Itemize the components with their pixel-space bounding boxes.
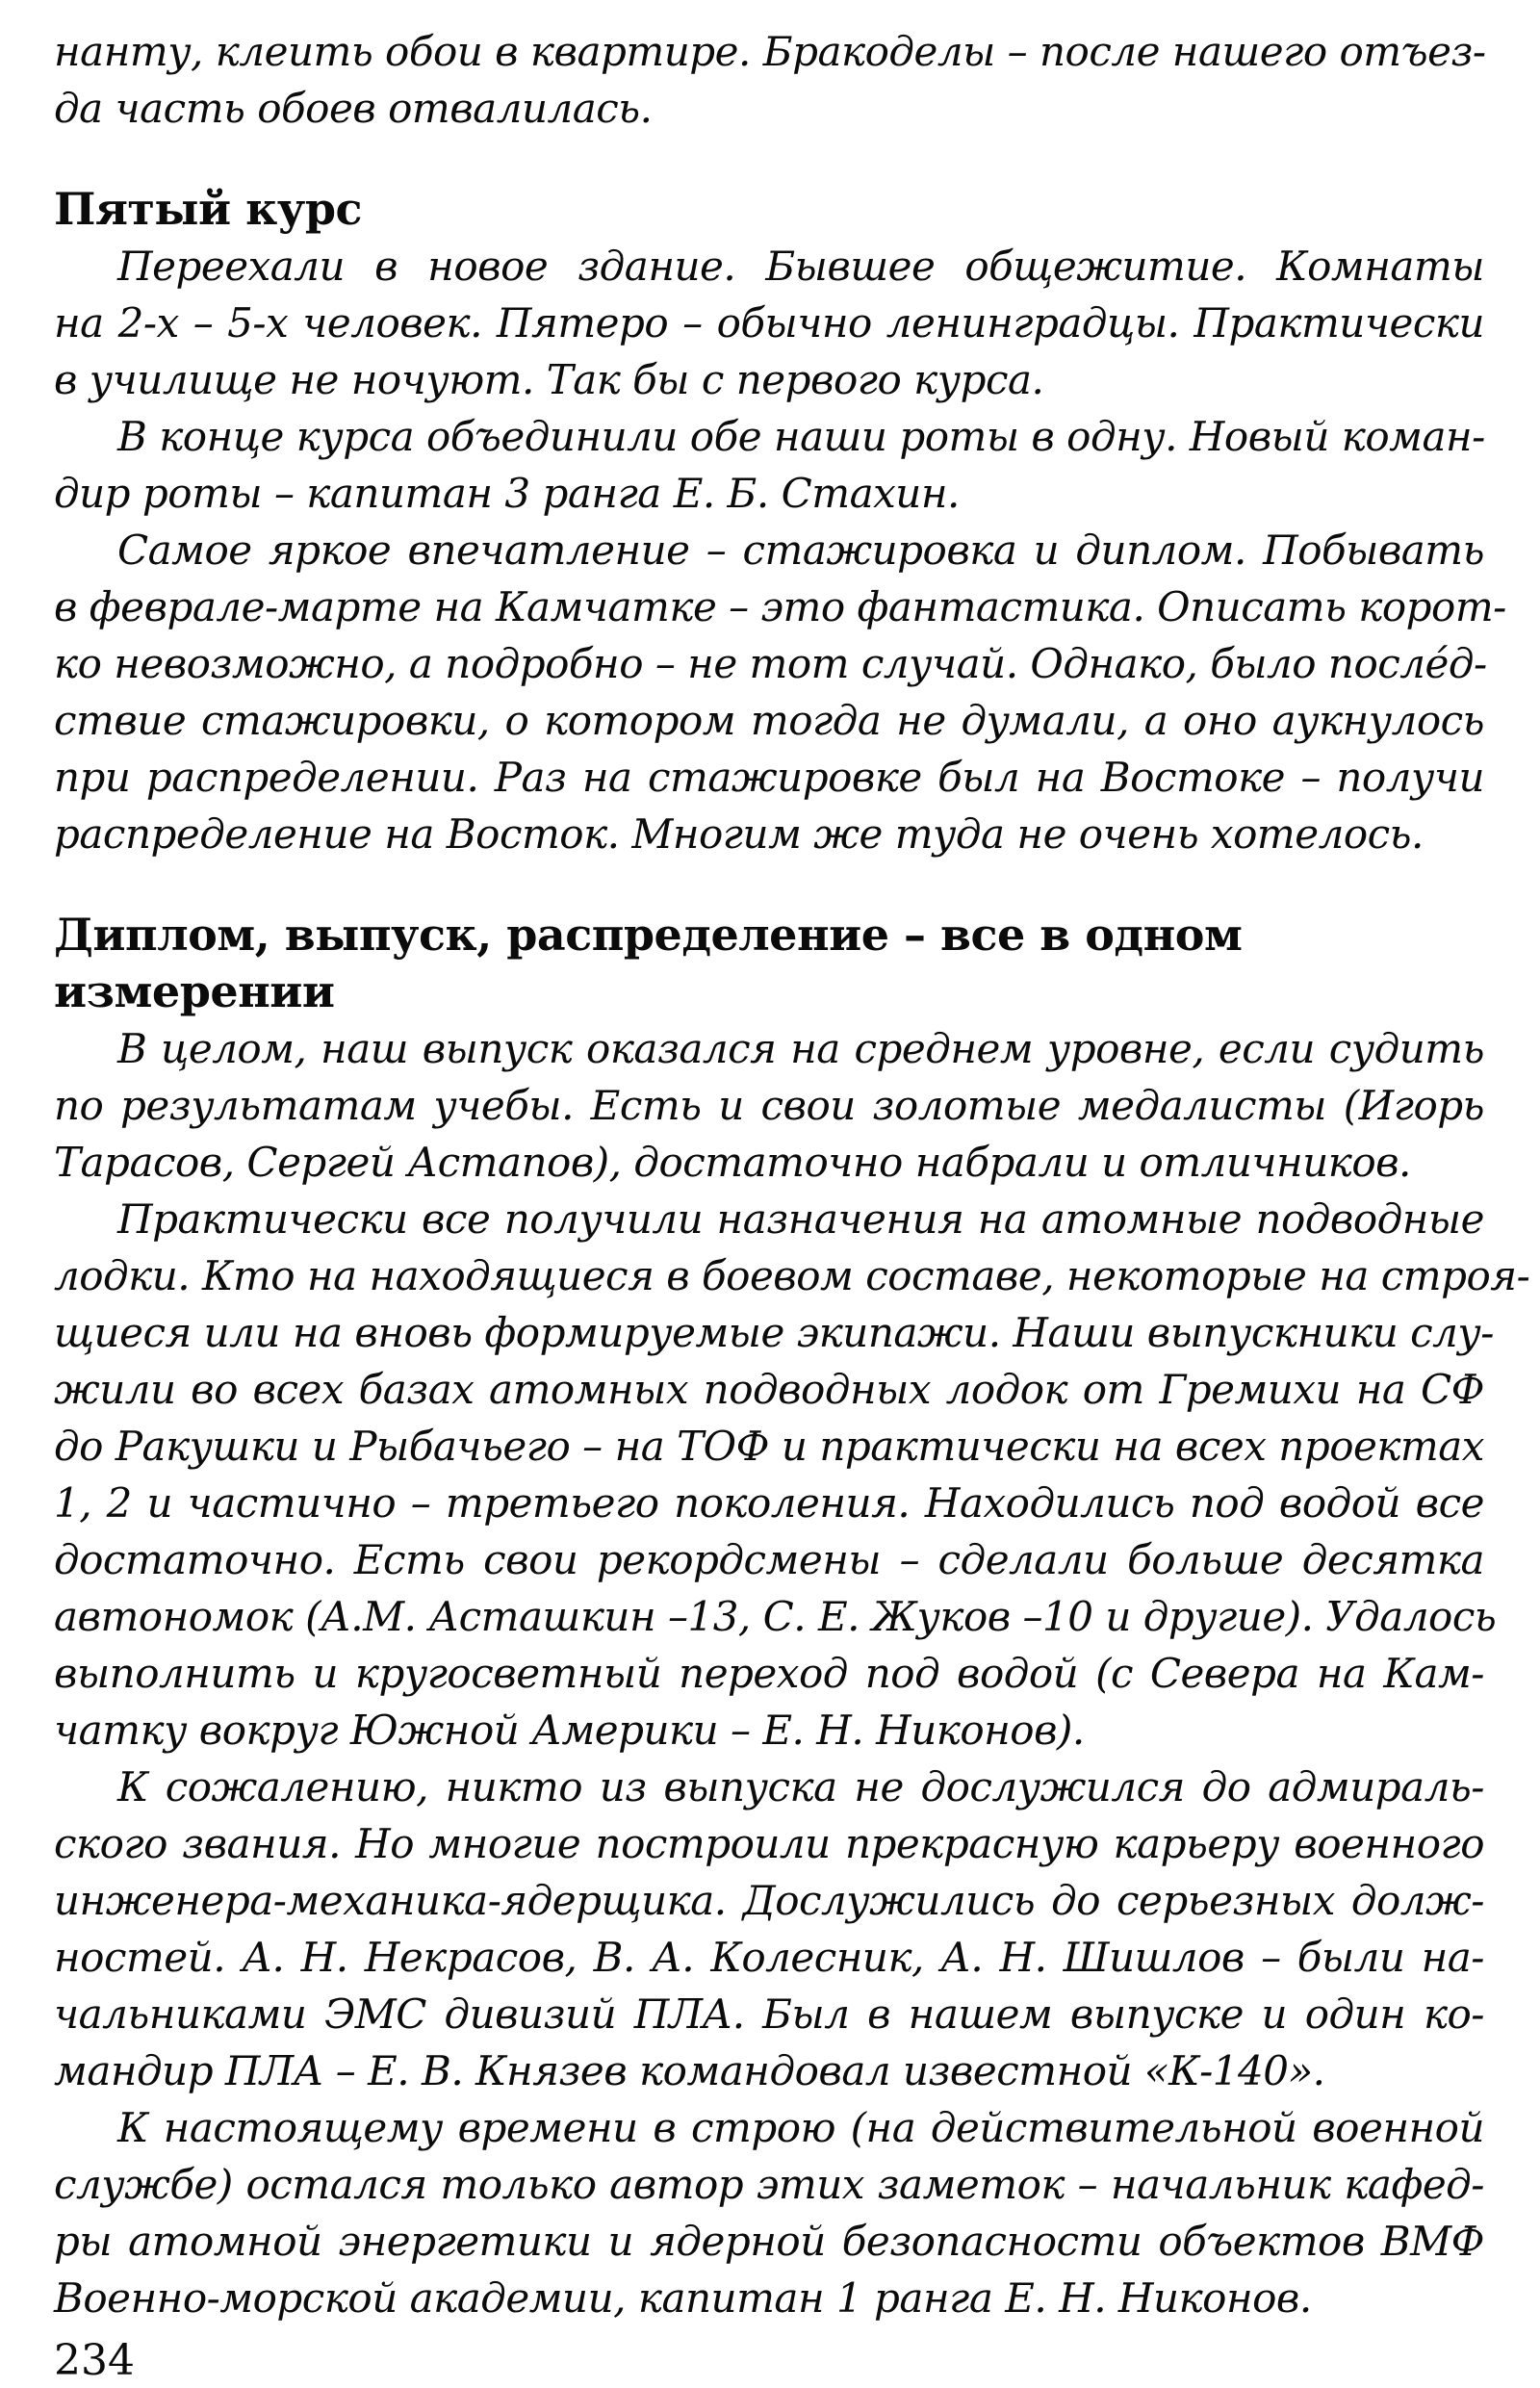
- text-line: Тарасов, Сергей Астапов), достаточно набрали и отличников.: [54, 1139, 1411, 1186]
- paragraph: [54, 238, 1484, 408]
- text-line: автономок (А.М. Асташкин –13, С. Е. Жуков –10 и другие). Удалось: [54, 1593, 1497, 1640]
- text-line: ского звания. Но многие построили прекрасную карьеру военного: [54, 1820, 1484, 1867]
- text-line: службе) остался только автор этих заметок – начальник кафед-: [54, 2161, 1484, 2208]
- text-line: в училище не ночуют. Так бы с первого курса.: [54, 356, 1044, 403]
- page-number: 234: [54, 2336, 135, 2385]
- text-line: К сожалению, никто из выпуска не дослужился до адмираль-: [117, 1763, 1484, 1810]
- text-line: выполнить и кругосветный переход под водой (с Севера на Кам-: [54, 1650, 1484, 1697]
- text-line: при распределении. Раз на стажировке был на Востоке – получи: [54, 754, 1484, 801]
- paragraph: [54, 2099, 1484, 2326]
- text-line: нанту, клеить обои в квартире. Бракоделы – после нашего отъез-: [54, 28, 1486, 75]
- text-line: Военно-морской академии, капитан 1 ранга Е. Н. Никонов.: [54, 2274, 1312, 2322]
- text-line: инженера-механика-ядерщика. Дослужились до серьезных долж-: [54, 1877, 1484, 1924]
- paragraph: [54, 1191, 1530, 1759]
- text-line: К настоящему времени в строю (на действительной военной: [117, 2104, 1484, 2151]
- text-line: распределение на Восток. Многим же туда не очень хотелось.: [54, 810, 1424, 858]
- text-line: Переехали в новое здание. Бывшее общежитие. Комнаты: [117, 243, 1484, 290]
- paragraph: [54, 408, 1484, 522]
- page-text: [54, 23, 1530, 2326]
- text-line: ностей. А. Н. Некрасов, В. А. Колесник, А. Н. Шишлов – были на-: [54, 1934, 1484, 1981]
- text-line: достаточно. Есть свои рекордсмены – сделали больше десятка: [54, 1536, 1484, 1583]
- paragraph: [54, 23, 1484, 137]
- text-line: лодки. Кто на находящиеся в боевом составе, некоторые на строя-: [54, 1252, 1530, 1299]
- text-line: ко невозможно, а подробно – не тот случай. Однако, было после́д-: [54, 640, 1487, 687]
- text-line: по результатам учебы. Есть и свои золотые медалисты (Игорь: [54, 1082, 1484, 1129]
- text-line: чальниками ЭМС дивизий ПЛА. Был в нашем выпуске и один ко-: [54, 1990, 1484, 2038]
- section-heading: Диплом, выпуск, распределение – все в одном измерении: [54, 909, 1243, 1017]
- text-line: мандир ПЛА – Е. В. Князев командовал известной «К-140».: [54, 2047, 1325, 2094]
- text-line: в феврале-марте на Камчатке – это фантастика. Описать корот-: [54, 583, 1506, 630]
- paragraph: [54, 522, 1506, 862]
- text-line: чатку вокруг Южной Америки – Е. Н. Никонов).: [54, 1707, 1085, 1754]
- text-line: В целом, наш выпуск оказался на среднем уровне, если судить: [117, 1025, 1484, 1072]
- text-line: Самое яркое впечатление – стажировка и диплом. Побывать: [117, 526, 1484, 574]
- text-line: 1, 2 и частично – третьего поколения. Находились под водой все: [54, 1479, 1484, 1527]
- text-line: жили во всех базах атомных подводных лодок от Гремихи на СФ: [54, 1366, 1484, 1413]
- text-line: на 2-х – 5-х человек. Пятеро – обычно ленинградцы. Практически: [54, 299, 1484, 347]
- paragraph: [54, 1020, 1484, 1191]
- text-line: да часть обоев отвалилась.: [54, 85, 653, 132]
- text-line: ствие стажировки, о котором тогда не думали, а оно аукнулось: [54, 697, 1484, 744]
- text-line: Практически все получили назначения на атомные подводные: [117, 1195, 1484, 1243]
- section-heading: Пятый курс: [54, 183, 363, 235]
- text-line: щиеся или на вновь формируемые экипажи. Наши выпускники слу-: [54, 1309, 1494, 1356]
- paragraph: [54, 1759, 1484, 2099]
- text-line: до Ракушки и Рыбачьего – на ТОФ и практически на всех проектах: [54, 1423, 1484, 1470]
- text-line: ры атомной энергетики и ядерной безопасности объектов ВМФ: [54, 2218, 1484, 2265]
- text-line: В конце курса объединили обе наши роты в одну. Новый коман-: [117, 413, 1485, 460]
- text-line: дир роты – капитан 3 ранга Е. Б. Стахин.: [54, 470, 960, 517]
